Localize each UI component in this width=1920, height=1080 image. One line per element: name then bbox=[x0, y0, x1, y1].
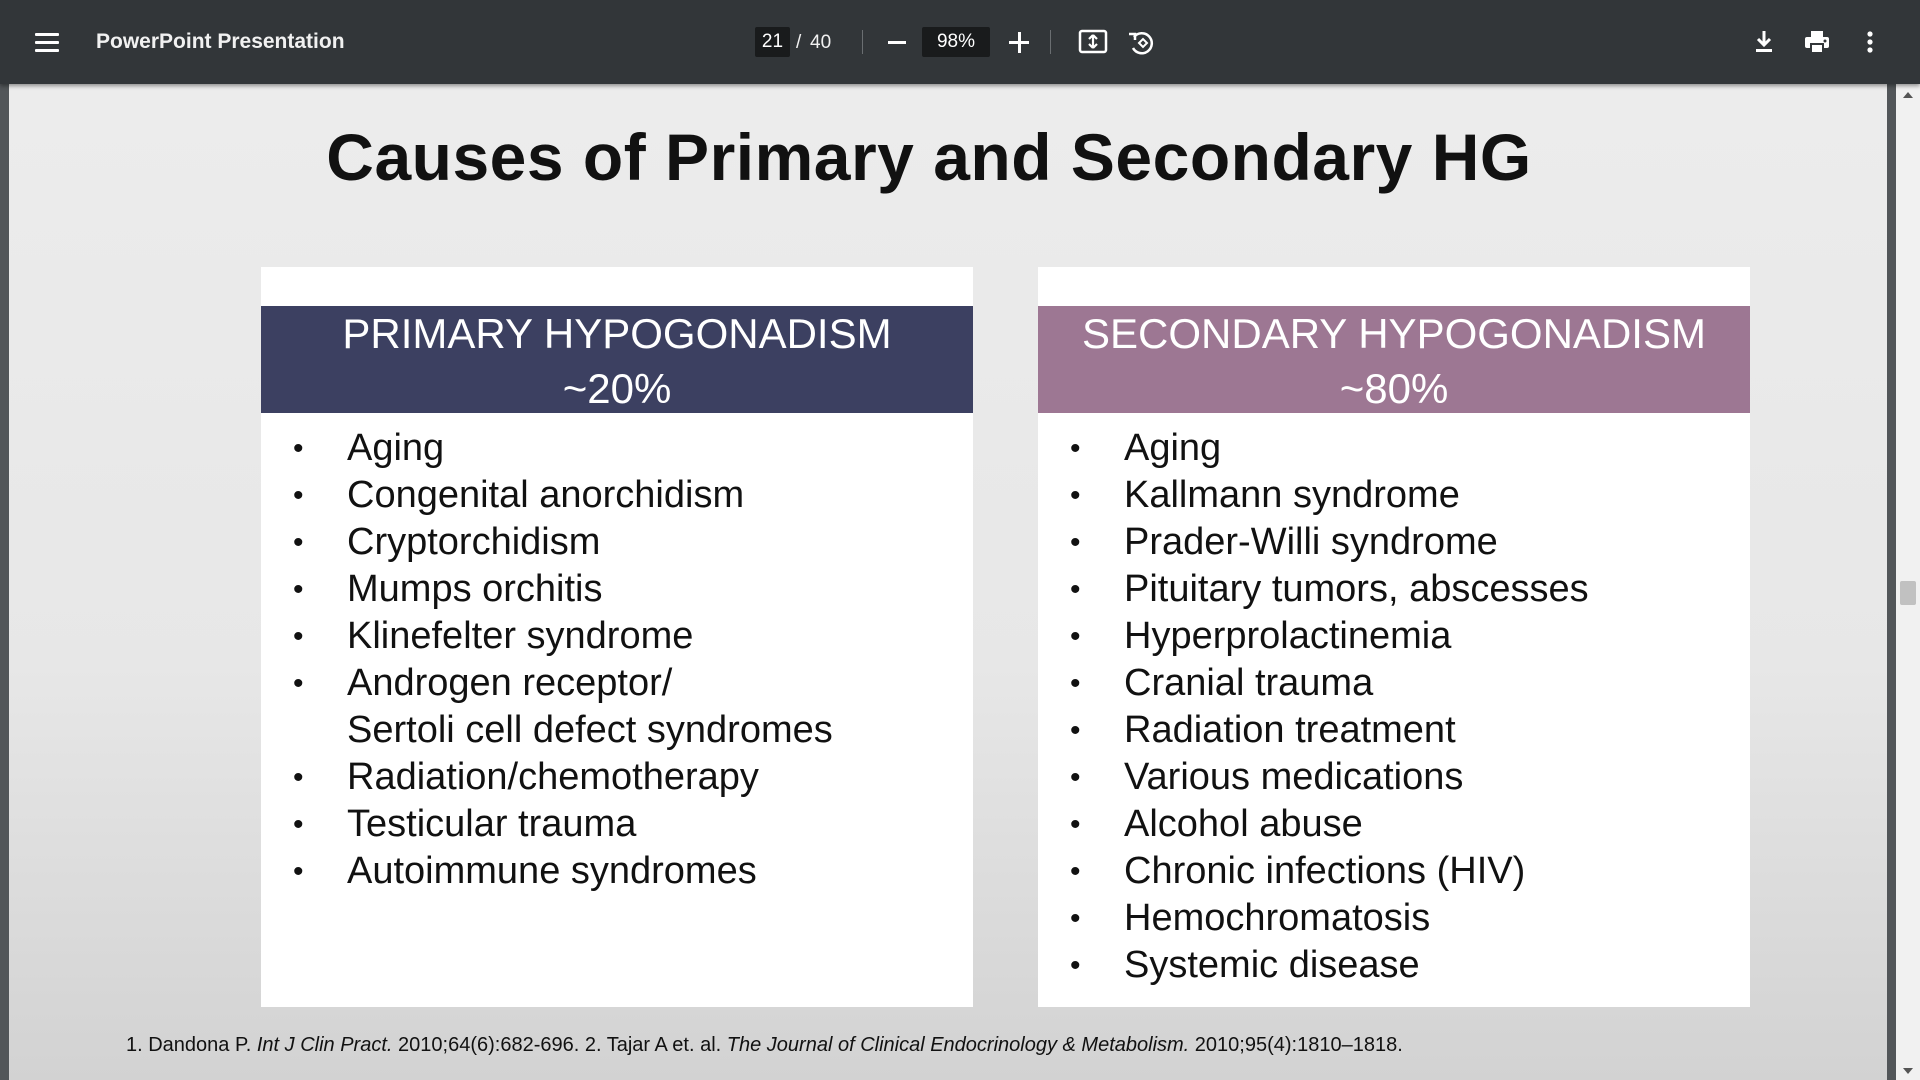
list-item: Sertoli cell defect syndromes bbox=[347, 709, 833, 751]
toolbar-divider bbox=[1050, 30, 1051, 54]
secondary-causes-list bbox=[1038, 425, 1750, 989]
list-item: • Cranial trauma bbox=[1038, 660, 1750, 707]
document-viewport[interactable] bbox=[0, 84, 1920, 1080]
primary-panel bbox=[261, 267, 973, 1007]
footnote-text: 2010;64(6):682-696. 2. Tajar A et. al. bbox=[392, 1034, 727, 1056]
list-item: • Mumps orchitis bbox=[261, 566, 973, 613]
plus-icon[interactable] bbox=[1003, 26, 1035, 58]
scroll-up-arrow-icon[interactable] bbox=[1903, 92, 1913, 98]
list-item: • Cryptorchidism bbox=[261, 519, 973, 566]
primary-header bbox=[261, 306, 973, 413]
references-footnote bbox=[126, 1034, 1403, 1057]
vertical-scrollbar[interactable] bbox=[1896, 84, 1920, 1080]
footnote-text: 2010;95(4):1810–1818. bbox=[1189, 1034, 1403, 1056]
list-item: • Autoimmune syndromes bbox=[261, 848, 973, 895]
rotate-icon[interactable] bbox=[1125, 26, 1157, 58]
list-item: • Androgen receptor/ bbox=[261, 660, 973, 707]
document-title: PowerPoint Presentation bbox=[96, 30, 345, 53]
primary-header-title: PRIMARY HYPOGONADISM bbox=[342, 310, 892, 357]
scrollbar-thumb[interactable] bbox=[1900, 581, 1916, 605]
list-item: • Hemochromatosis bbox=[1038, 895, 1750, 942]
list-item: • Systemic disease bbox=[1038, 942, 1750, 989]
list-item: • Alcohol abuse bbox=[1038, 801, 1750, 848]
list-item: • Kallmann syndrome bbox=[1038, 472, 1750, 519]
list-item: • Pituitary tumors, abscesses bbox=[1038, 566, 1750, 613]
scroll-down-arrow-icon[interactable] bbox=[1903, 1068, 1913, 1074]
list-item: • Klinefelter syndrome bbox=[261, 613, 973, 660]
footnote-journal: Int J Clin Pract. bbox=[256, 1034, 393, 1056]
zoom-input[interactable]: 98% bbox=[922, 27, 990, 57]
minus-icon[interactable] bbox=[882, 26, 914, 58]
hamburger-menu-icon[interactable] bbox=[32, 30, 64, 54]
print-icon[interactable] bbox=[1801, 26, 1833, 58]
secondary-header bbox=[1038, 306, 1750, 413]
list-item: • Aging bbox=[261, 425, 973, 472]
list-item: • Testicular trauma bbox=[261, 801, 973, 848]
list-item: • Aging bbox=[1038, 425, 1750, 472]
fit-to-page-icon[interactable] bbox=[1077, 26, 1109, 58]
secondary-panel bbox=[1038, 267, 1750, 1007]
list-item: • Various medications bbox=[1038, 754, 1750, 801]
list-item: • Congenital anorchidism bbox=[261, 472, 973, 519]
list-item: • Prader-Willi syndrome bbox=[1038, 519, 1750, 566]
page-number-input[interactable]: 21 bbox=[755, 27, 790, 57]
list-item: • Hyperprolactinemia bbox=[1038, 613, 1750, 660]
footnote-text: 1. Dandona P. bbox=[126, 1034, 257, 1056]
secondary-header-title: SECONDARY HYPOGONADISM bbox=[1082, 310, 1706, 357]
secondary-header-percent: ~80% bbox=[1339, 365, 1449, 412]
page-total: 40 bbox=[810, 32, 832, 53]
list-item: • Radiation treatment bbox=[1038, 707, 1750, 754]
primary-causes-list bbox=[261, 425, 973, 895]
list-item: • Chronic infections (HIV) bbox=[1038, 848, 1750, 895]
footnote-journal: The Journal of Clinical Endocrinology & Metabolism. bbox=[726, 1034, 1190, 1056]
pdf-toolbar bbox=[0, 0, 1920, 84]
list-item: • Radiation/chemotherapy bbox=[261, 754, 973, 801]
toolbar-divider bbox=[862, 30, 863, 54]
page-separator: / bbox=[796, 32, 802, 53]
primary-header-percent: ~20% bbox=[562, 365, 672, 412]
slide-page bbox=[9, 84, 1887, 1080]
download-icon[interactable] bbox=[1748, 26, 1780, 58]
slide-title: Causes of Primary and Secondary HG bbox=[326, 120, 1532, 194]
more-vertical-icon[interactable] bbox=[1854, 26, 1886, 58]
